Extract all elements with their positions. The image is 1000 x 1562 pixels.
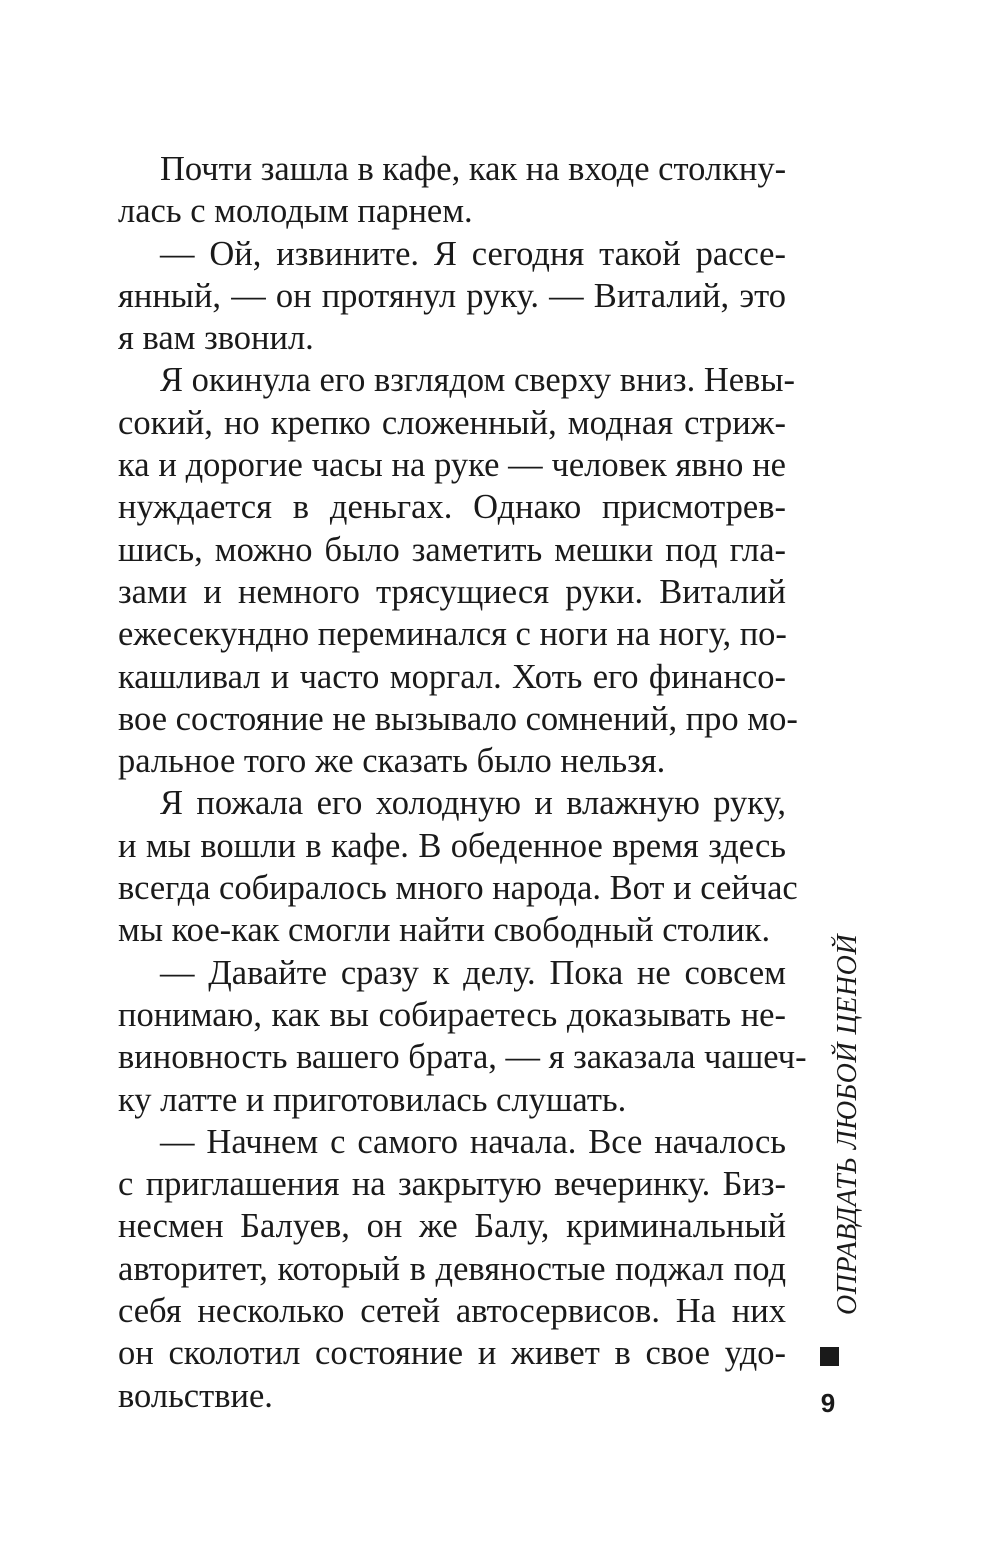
running-title: ОПРАВДАТЬ ЛЮБОЙ ЦЕНОЙ <box>832 933 863 1315</box>
text-line: ку латте и приготовилась слушать. <box>118 1080 627 1119</box>
text-line: сокий, но крепко сложенный, модная стриж- <box>118 403 786 442</box>
body-text <box>118 148 807 1417</box>
text-line: янный, — он протянул руку. — Виталий, это <box>118 276 786 315</box>
page-number: 9 <box>820 1388 836 1418</box>
text-line: вольствие. <box>118 1376 273 1415</box>
text-line: вое состояние не вызывало сомнений, про мо- <box>118 699 798 738</box>
text-line: авторитет, который в девяностые поджал под <box>118 1249 786 1288</box>
text-line: и мы вошли в кафе. В обеденное время здесь <box>118 826 786 865</box>
square-marker-icon <box>820 1347 839 1366</box>
text-line: — Ой, извините. Я сегодня такой рассе- <box>160 234 786 273</box>
text-line: шись, можно было заметить мешки под гла- <box>118 530 786 569</box>
text-line: понимаю, как вы собираетесь доказывать не- <box>118 995 786 1034</box>
text-line: нуждается в деньгах. Однако присмотрев- <box>118 488 786 527</box>
text-line: несмен Балуев, он же Балу, криминальный <box>118 1207 786 1246</box>
text-line: виновность вашего брата, — я заказала чашеч- <box>118 1038 807 1077</box>
text-line: с приглашения на закрытую вечеринку. Биз- <box>118 1165 786 1204</box>
text-line: Я пожала его холодную и влажную руку, <box>160 784 786 823</box>
text-line: Почти зашла в кафе, как на входе столкну- <box>160 150 787 188</box>
text-line: — Давайте сразу к делу. Пока не совсем <box>160 953 786 992</box>
text-line: кашливал и часто моргал. Хоть его финансо- <box>118 657 786 696</box>
text-line: себя несколько сетей автосервисов. На них <box>118 1292 786 1331</box>
text-line: он сколотил состояние и живет в свое удо- <box>118 1334 786 1373</box>
text-line: мы кое-как смогли найти свободный столик. <box>118 911 771 950</box>
text-line: зами и немного трясущиеся руки. Виталий <box>118 572 786 611</box>
text-line: ка и дорогие часы на руке — человек явно не <box>118 446 786 485</box>
text-line: я вам звонил. <box>118 319 314 358</box>
text-line: всегда собиралось много народа. Вот и сейчас <box>118 869 798 908</box>
text-line: — Начнем с самого начала. Все началось <box>160 1122 786 1161</box>
text-line: Я окинула его взглядом сверху вниз. Невы- <box>160 361 795 400</box>
text-line: лась с молодым парнем. <box>118 192 473 231</box>
text-line: ральное того же сказать было нельзя. <box>118 742 666 781</box>
text-line: ежесекундно переминался с ноги на ногу, по- <box>118 615 787 654</box>
